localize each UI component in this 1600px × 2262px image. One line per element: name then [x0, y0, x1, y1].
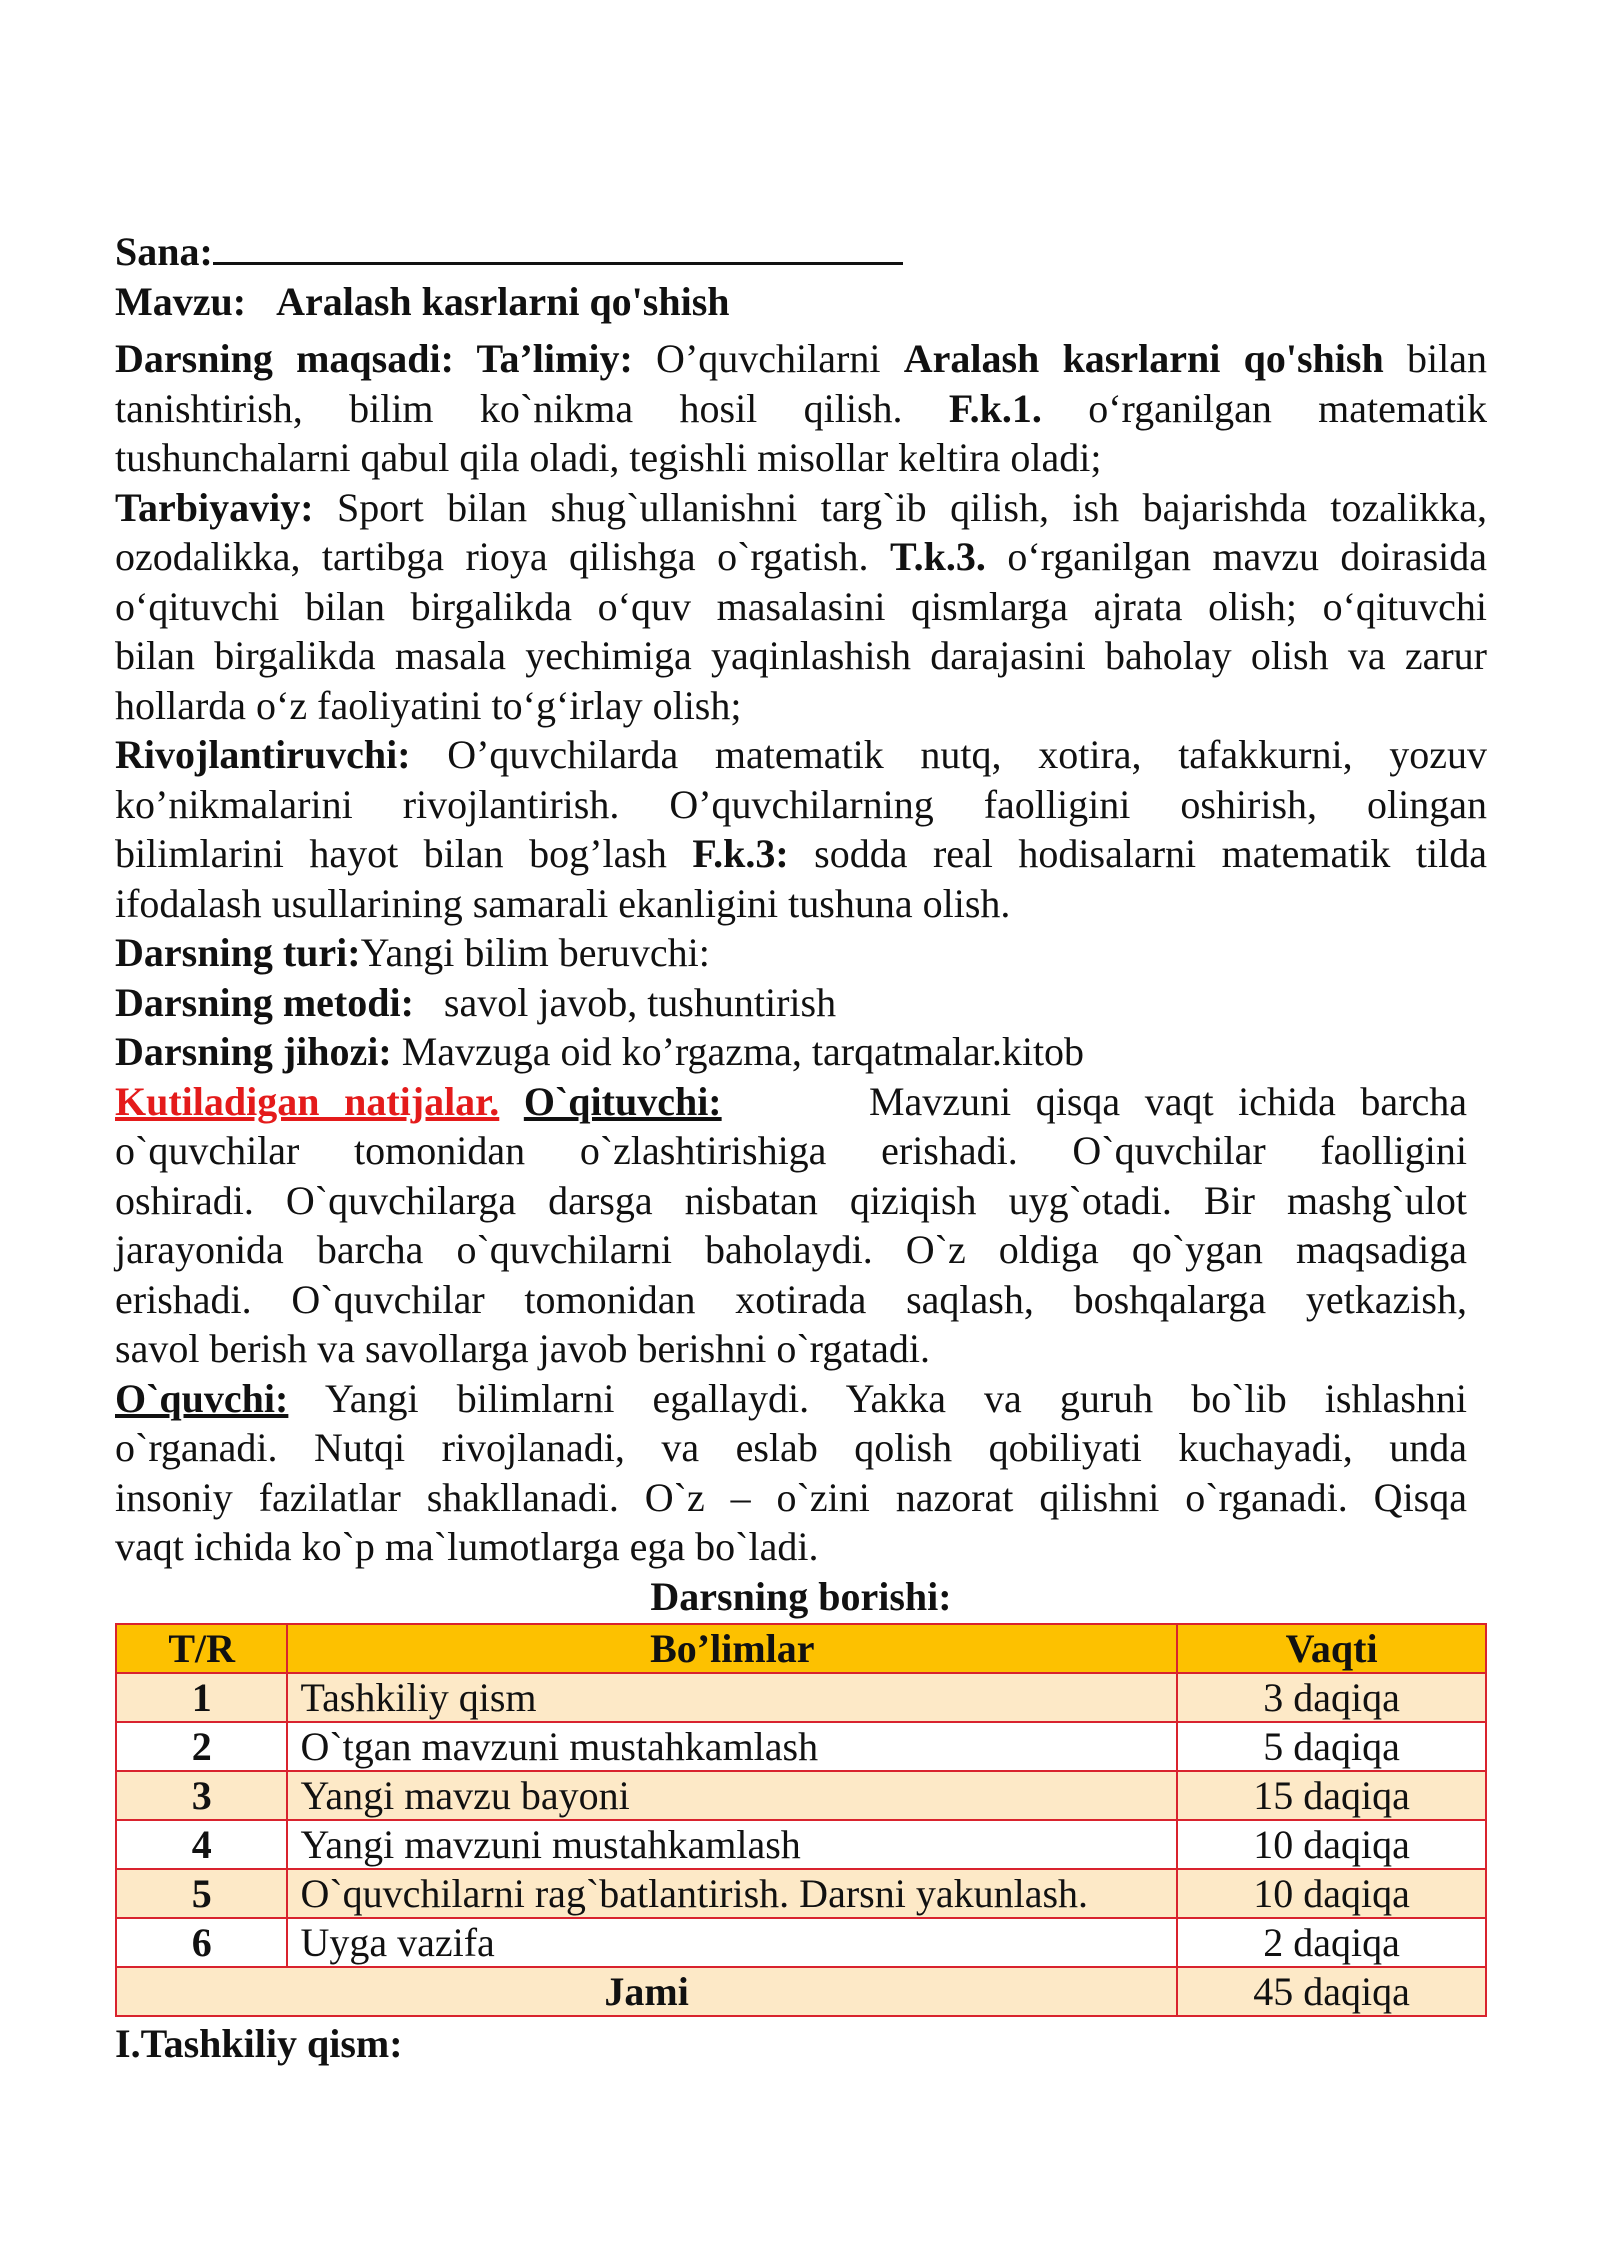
date-blank — [213, 222, 903, 265]
expected-results-section: Kutiladigan natijalar. O`qituvchi: Mavzuni qisqa vaqt ichida barcha o`quvchilar tomonidan o`zlashtirishiga erishadi. O`quvchilar faolligini oshiradi. O`quvchilarga darsga nisbatan qiziqish uyg`otadi. Bir mashg`ulot jarayonida barcha o`quvchilarni baholaydi. O`z oldiga qo`ygan maqsadiga erishadi. O`quvchilar tomonidan xotirada saqlash, boshqalarga yetkazish, savol berish va savollarga javob berishni o`rgatadi. — [115, 1078, 1467, 1371]
lesson-method: Darsning metodi: savol javob, tushuntirish — [115, 979, 837, 1025]
section-organizational: I.Tashkiliy qism: — [115, 2021, 403, 2066]
developing-label: Rivojlantiruvchi: — [115, 732, 411, 777]
goal-section: Darsning maqsadi: Ta’limiy: O’quvchilarni Aralash kasrlarni qo'shish bilan tanishtirish, bilim ko`nikma hosil qilish. F.k.1. o‘rganilgan matematik tushunchalarni qabul qila oladi, tegishli misollar keltira oladi; — [115, 336, 1488, 480]
student-label: O`quvchi: — [115, 1375, 289, 1421]
header-time: Vaqti — [1177, 1624, 1486, 1673]
table-row: 3 Yangi mavzu bayoni 15 daqiqa — [116, 1771, 1486, 1820]
student-results-section: O`quvchi: Yangi bilimlarni egallaydi. Yakka va guruh bo`lib ishlashni o`rganadi. Nutqi rivojlanadi, va eslab qolish qobiliyati kuchayadi, unda insoniy fazilatlar shakllanadi. O`z – o`zini nazorat qilishni o`rganadi. Qisqa vaqt ichida ko`p ma`lumotlarga ega bo`ladi. — [115, 1375, 1467, 1569]
table-total-row — [116, 1967, 1486, 2016]
upbringing-label: Tarbiyaviy: — [115, 484, 314, 530]
lesson-flow-title: Darsning borishi: — [650, 1573, 952, 1619]
total-time: 45 daqiqa — [1177, 1967, 1486, 2016]
expected-results-label: Kutiladigan natijalar. — [115, 1078, 500, 1124]
date-line — [115, 222, 1487, 277]
lesson-equipment: Darsning jihozi: Mavzuga oid ko’rgazma, tarqatmalar.kitob — [115, 1029, 1085, 1074]
developing-section: Rivojlantiruvchi: O’quvchilarda matematik nutq, xotira, tafakkurni, yozuv ko’nikmalarini rivojlantirish. O’quvchilarning faolligini oshirish, olingan bilimlarini hayot bilan bog’lash F.k.3: sodda real hodisalarni matematik tilda ifodalash usullarining samarali ekanligini tushuna olish. — [115, 732, 1487, 926]
header-tr: T/R — [116, 1624, 287, 1673]
lesson-plan-page — [115, 222, 1487, 2069]
goal-label: Darsning maqsadi: Ta’limiy: — [115, 336, 633, 381]
date-label: Sana: — [115, 229, 213, 274]
topic-label: Mavzu: — [115, 278, 247, 324]
topic-line — [115, 277, 1487, 327]
table-row: 1 Tashkiliy qism 3 daqiqa — [116, 1673, 1486, 1722]
table-row: 5 O`quvchilarni rag`batlantirish. Darsni yakunlash. 10 daqiqa — [116, 1869, 1486, 1918]
header-sections: Bo’limlar — [287, 1624, 1177, 1673]
teacher-label: O`qituvchi: — [523, 1078, 722, 1124]
upbringing-section: Tarbiyaviy: Sport bilan shug`ullanishni targ`ib qilish, ish bajarishda tozalikka, ozodalikka, tartibga rioya qilishga o`rgatish. T.k.3. o‘rganilgan mavzu doirasida o‘qituvchi bilan birgalikda o‘quv masalasini qismlarga ajrata olish; o‘qituvchi bilan birgalikda masala yechimiga yaqinlashish darajasini baholay olish va zarur hollarda o‘z faoliyatini to‘g‘irlay olish; — [115, 484, 1487, 728]
lesson-flow-table — [115, 1623, 1487, 2017]
topic-title: Aralash kasrlarni qo'shish — [276, 278, 730, 324]
table-row: 4 Yangi mavzuni mustahkamlash 10 daqiqa — [116, 1820, 1486, 1869]
total-label: Jami — [116, 1967, 1177, 2016]
table-header-row — [116, 1624, 1486, 1673]
table-row: 2 O`tgan mavzuni mustahkamlash 5 daqiqa — [116, 1722, 1486, 1771]
table-row: 6 Uyga vazifa 2 daqiqa — [116, 1918, 1486, 1967]
lesson-type: Darsning turi:Yangi bilim beruvchi: — [115, 930, 710, 975]
